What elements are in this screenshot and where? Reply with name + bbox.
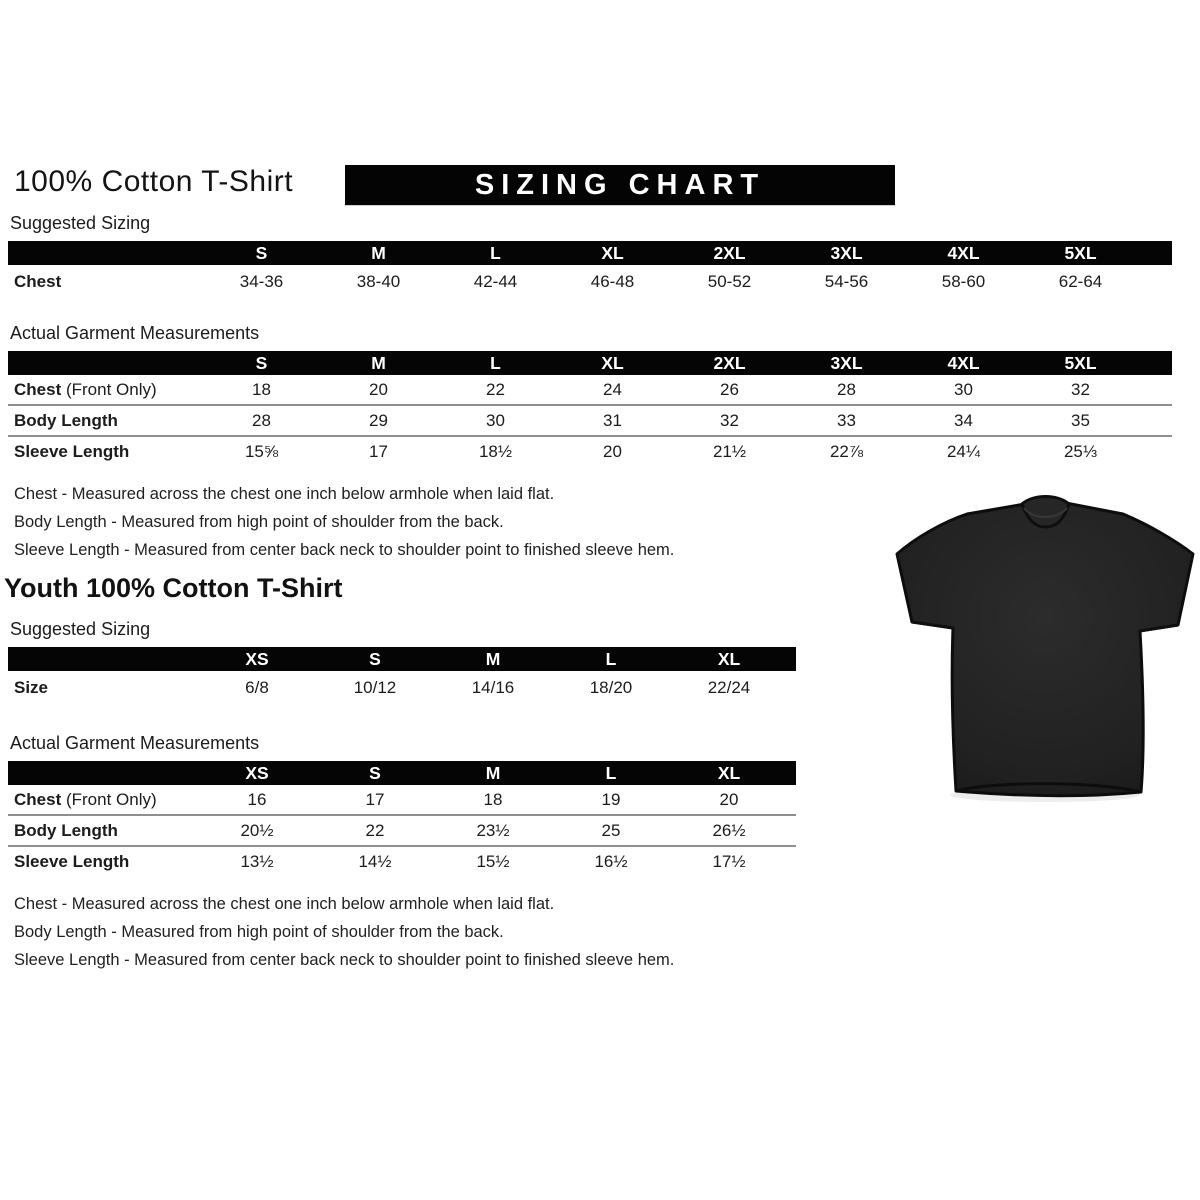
- spacer-cell: [788, 671, 796, 704]
- adult-suggested-sizing-table: [8, 241, 1172, 298]
- note-chest: Chest - Measured across the chest one inch below armhole when laid flat.: [14, 895, 555, 913]
- spacer-cell: [1139, 375, 1172, 405]
- measurement-cell: 14/16: [471, 677, 515, 697]
- youth-actual-measurements-table: [8, 761, 796, 876]
- adult-suggested-header-row: [8, 241, 1172, 265]
- size-column-header: L: [552, 647, 670, 671]
- measurement-cell: 17½: [670, 846, 788, 876]
- measurement-cell: 30: [954, 379, 973, 399]
- adult-actual-header-row: [8, 351, 1172, 375]
- measurement-cell: 18: [252, 379, 271, 399]
- table-row: [8, 815, 796, 846]
- table-row: [8, 375, 1172, 405]
- measurement-cell: 34-36: [239, 271, 284, 291]
- measurement-cell: 58-60: [941, 271, 986, 291]
- spacer-cell: [1139, 436, 1172, 466]
- note-chest: Chest - Measured across the chest one inch below armhole when laid flat.: [14, 485, 555, 503]
- table-row: [8, 265, 1172, 298]
- size-column-header: 4XL: [905, 351, 1022, 375]
- table-row: [8, 671, 796, 704]
- table-row: [8, 846, 796, 876]
- measurement-cell: 16½: [552, 846, 670, 876]
- row-label: Sleeve Length: [8, 846, 198, 876]
- measurement-cell: 15½: [434, 846, 552, 876]
- youth-section-title: Youth 100% Cotton T-Shirt: [4, 573, 343, 603]
- row-label: Sleeve Length: [8, 436, 203, 466]
- size-column-header: L: [552, 761, 670, 785]
- spacer-cell: [788, 785, 796, 815]
- measurement-cell: 28: [837, 379, 856, 399]
- spacer-cell: [1139, 351, 1172, 375]
- measurement-cell: 34: [905, 405, 1022, 436]
- size-column-header: M: [320, 351, 437, 375]
- youth-suggested-sizing-label: Suggested Sizing: [10, 619, 151, 639]
- measurement-cell: 26: [720, 379, 739, 399]
- measurement-cell: 23½: [434, 815, 552, 846]
- row-label: Body Length: [8, 815, 198, 846]
- spacer-cell: [788, 647, 796, 671]
- row-label: Body Length: [8, 405, 203, 436]
- size-column-header: 2XL: [671, 241, 788, 265]
- size-column-header: 5XL: [1022, 241, 1139, 265]
- measurement-cell: 15⅝: [203, 436, 320, 466]
- measurement-cell: 46-48: [590, 271, 635, 291]
- note-sleeve-length: Sleeve Length - Measured from center back neck to shoulder point to finished sleeve hem.: [14, 541, 675, 559]
- empty-corner-cell: [8, 351, 203, 375]
- table-row: [8, 436, 1172, 466]
- measurement-cell: 32: [671, 405, 788, 436]
- measurement-cell: 35: [1022, 405, 1139, 436]
- size-column-header: L: [437, 351, 554, 375]
- measurement-cell: 33: [788, 405, 905, 436]
- measurement-cell: 17: [320, 436, 437, 466]
- measurement-cell: 24: [603, 379, 622, 399]
- measurement-cell: 20: [719, 789, 739, 809]
- note-body-length: Body Length - Measured from high point of shoulder from the back.: [14, 923, 504, 941]
- measurement-cell: 10/12: [353, 677, 397, 697]
- row-label: Chest (Front Only): [14, 789, 157, 809]
- size-column-header: 2XL: [671, 351, 788, 375]
- youth-actual-measurements-label: Actual Garment Measurements: [10, 733, 260, 753]
- size-column-header: XL: [554, 351, 671, 375]
- spacer-cell: [1139, 405, 1172, 436]
- black-tshirt-image: [895, 492, 1195, 807]
- measurement-cell: 22/24: [707, 677, 751, 697]
- header-row: [8, 163, 1172, 209]
- spacer-cell: [1139, 265, 1172, 298]
- measurement-cell: 42-44: [473, 271, 518, 291]
- measurement-cell: 21½: [671, 436, 788, 466]
- measurement-cell: 18/20: [589, 677, 633, 697]
- size-column-header: L: [437, 241, 554, 265]
- measurement-cell: 17: [365, 789, 385, 809]
- size-column-header: M: [434, 647, 552, 671]
- adult-suggested-sizing-label: Suggested Sizing: [10, 213, 151, 233]
- youth-suggested-sizing-table: [8, 647, 796, 704]
- size-column-header: S: [316, 761, 434, 785]
- measurement-cell: 20: [554, 436, 671, 466]
- measurement-cell: 26½: [670, 815, 788, 846]
- empty-corner-cell: [8, 647, 198, 671]
- spacer-cell: [788, 761, 796, 785]
- spacer-cell: [788, 815, 796, 846]
- measurement-cell: 38-40: [356, 271, 401, 291]
- spacer-cell: [788, 846, 796, 876]
- measurement-cell: 18: [483, 789, 503, 809]
- size-column-header: M: [434, 761, 552, 785]
- measurement-cell: 22⅞: [788, 436, 905, 466]
- empty-corner-cell: [8, 241, 203, 265]
- measurement-cell: 24¼: [905, 436, 1022, 466]
- size-column-header: 5XL: [1022, 351, 1139, 375]
- measurement-cell: 22: [316, 815, 434, 846]
- size-column-header: 3XL: [788, 351, 905, 375]
- measurement-cell: 32: [1071, 379, 1090, 399]
- size-column-header: S: [203, 351, 320, 375]
- row-label: Chest (Front Only): [14, 379, 157, 399]
- size-column-header: XL: [554, 241, 671, 265]
- note-body-length: Body Length - Measured from high point of shoulder from the back.: [14, 513, 504, 531]
- table-row: [8, 785, 796, 815]
- size-column-header: XL: [670, 647, 788, 671]
- measurement-cell: 31: [554, 405, 671, 436]
- adult-actual-measurements-table: [8, 351, 1172, 466]
- youth-measurement-notes: [8, 890, 1172, 974]
- page-title: 100% Cotton T-Shirt: [14, 165, 294, 198]
- measurement-cell: 50-52: [707, 271, 752, 291]
- measurement-cell: 14½: [316, 846, 434, 876]
- measurement-cell: 6/8: [245, 677, 269, 697]
- size-column-header: M: [320, 241, 437, 265]
- measurement-cell: 62-64: [1058, 271, 1103, 291]
- size-column-header: XL: [670, 761, 788, 785]
- size-column-header: S: [203, 241, 320, 265]
- measurement-cell: 30: [437, 405, 554, 436]
- measurement-cell: 19: [601, 789, 621, 809]
- measurement-cell: 29: [320, 405, 437, 436]
- measurement-cell: 18½: [437, 436, 554, 466]
- sizing-chart-banner: SIZING CHART: [345, 165, 895, 205]
- size-column-header: 4XL: [905, 241, 1022, 265]
- size-column-header: XS: [198, 761, 316, 785]
- measurement-cell: 13½: [198, 846, 316, 876]
- adult-actual-measurements-label: Actual Garment Measurements: [10, 323, 260, 343]
- measurement-cell: 20: [369, 379, 388, 399]
- empty-corner-cell: [8, 761, 198, 785]
- measurement-cell: 20½: [198, 815, 316, 846]
- measurement-cell: 16: [247, 789, 267, 809]
- youth-suggested-header-row: [8, 647, 796, 671]
- measurement-cell: 22: [486, 379, 505, 399]
- tshirt-graphic: [895, 492, 1195, 807]
- youth-actual-header-row: [8, 761, 796, 785]
- measurement-cell: 25⅓: [1022, 436, 1139, 466]
- row-label: Chest: [14, 271, 62, 291]
- spacer-cell: [1139, 241, 1172, 265]
- size-column-header: XS: [198, 647, 316, 671]
- measurement-cell: 25: [552, 815, 670, 846]
- table-row: [8, 405, 1172, 436]
- row-label: Size: [14, 677, 49, 697]
- size-column-header: S: [316, 647, 434, 671]
- measurement-cell: 28: [203, 405, 320, 436]
- size-column-header: 3XL: [788, 241, 905, 265]
- measurement-cell: 54-56: [824, 271, 869, 291]
- note-sleeve-length: Sleeve Length - Measured from center back neck to shoulder point to finished sleeve hem.: [14, 951, 675, 969]
